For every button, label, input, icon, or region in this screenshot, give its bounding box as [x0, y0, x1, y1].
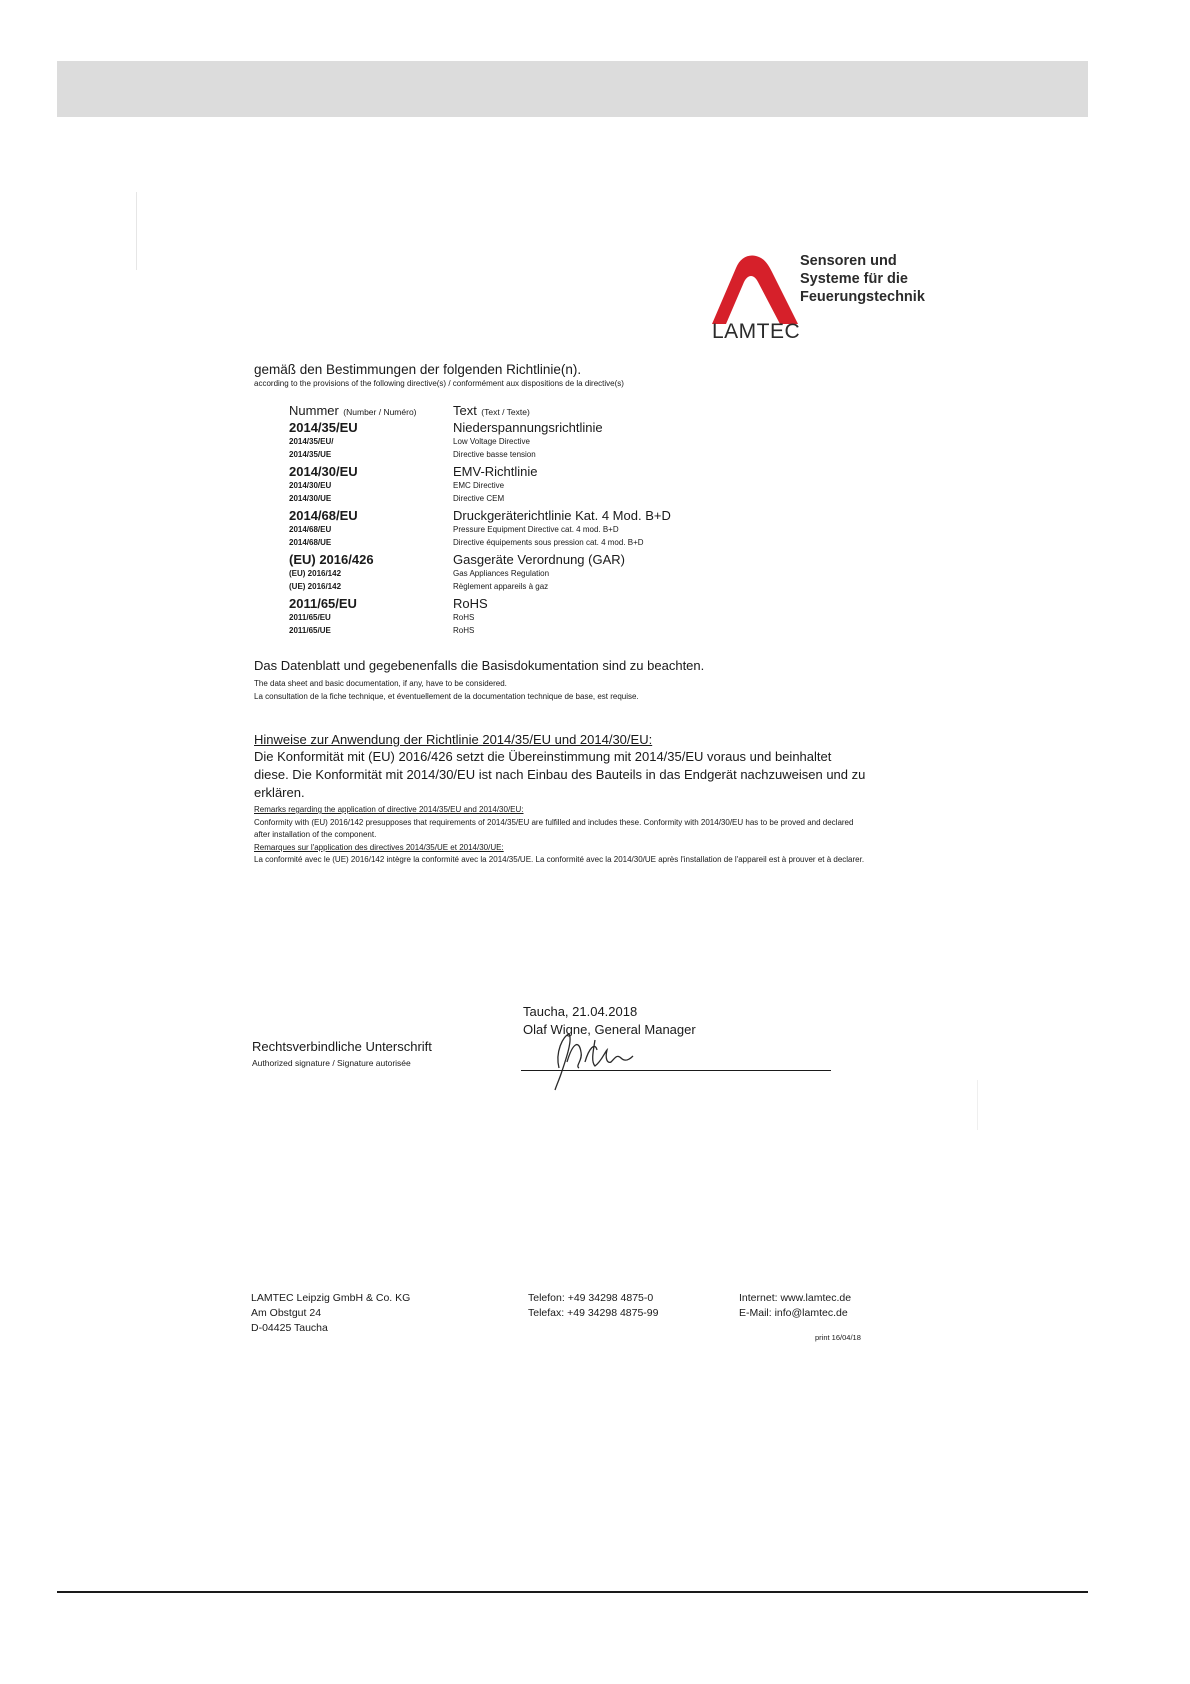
directive-row: [289, 596, 849, 640]
directive-number-alt: 2014/68/UE: [289, 537, 332, 547]
directive-text-alt: Directive CEM: [453, 493, 505, 503]
table-header: [289, 402, 849, 420]
datasheet-note-fr: La consultation de la fiche technique, et éventuellement de la documentation technique de base, est requise.: [254, 692, 639, 701]
logo-tagline-line: Feuerungstechnik: [800, 289, 925, 305]
logo-wordmark: LAMTEC: [712, 320, 801, 343]
directive-row: [289, 420, 849, 464]
directive-text-alt: Low Voltage Directive: [453, 437, 530, 446]
directive-number-alt: 2011/65/EU: [289, 613, 331, 622]
remarks-heading-en: Remarks regarding the application of directive 2014/35/EU and 2014/30/EU:: [254, 805, 524, 814]
directive-number: 2011/65/EU: [289, 596, 357, 611]
directive-number: (EU) 2016/426: [289, 552, 374, 567]
company-fax: Telefax: +49 34298 4875-99: [528, 1307, 659, 1319]
directive-text: Niederspannungsrichtlinie: [453, 420, 603, 435]
directive-number-cell: [289, 552, 453, 596]
company-city: D-04425 Taucha: [251, 1322, 328, 1334]
number-column-header: [289, 402, 453, 420]
remarks-body-en: Conformity with (EU) 2016/142 presupposes that requirements of 2014/35/EU are fulfilled and includes these. Conformity with 2014/30/EU has to be proved and declared after installation of the component.: [254, 817, 854, 839]
directive-text-alt: Directive basse tension: [453, 449, 536, 459]
remarks-heading-fr: Remarques sur l'application des directives 2014/35/UE et 2014/30/UE:: [254, 842, 504, 852]
directive-text-alt: RoHS: [453, 625, 475, 635]
text-header: Text: [453, 403, 477, 418]
signature-line: [521, 1070, 831, 1071]
directive-number-alt: 2014/35/EU/: [289, 437, 334, 446]
logo-tagline: [800, 252, 925, 306]
intro-statement: [254, 362, 974, 388]
remarks-body-de: Die Konformität mit (EU) 2016/426 setzt die Übereinstimmung mit 2014/35/EU voraus und beinhaltet diese. Die Konformität mit 2014/30/EU ist nach Einbau des Bauteils in das Endgerät nachzuweisen und zu erklären.: [254, 749, 866, 800]
directive-text-cell: [453, 464, 849, 508]
lamtec-logo-mark-icon: [712, 252, 798, 324]
directive-row: [289, 508, 849, 552]
company-phone: Telefon: +49 34298 4875-0: [528, 1292, 654, 1304]
company-email: E-Mail: info@lamtec.de: [739, 1307, 848, 1319]
directive-table: [289, 402, 849, 640]
directive-text-alt: Gas Appliances Regulation: [453, 569, 550, 578]
directive-number: 2014/68/EU: [289, 508, 358, 523]
remarks-body-fr: La conformité avec le (UE) 2016/142 intègre la conformité avec la 2014/35/UE. La conformité avec la 2014/30/UE après l'installation de l'appareil est à prouver et à declarer.: [254, 855, 865, 864]
directive-number: 2014/35/EU: [289, 420, 358, 435]
text-header-sub: (Text / Texte): [481, 407, 530, 417]
directive-number-alt: 2011/65/UE: [289, 625, 331, 635]
signer-name: Olaf Wigne, General Manager: [523, 1022, 696, 1037]
directive-number-alt: (EU) 2016/142: [289, 569, 342, 578]
company-street: Am Obstgut 24: [251, 1307, 322, 1319]
company-web: [739, 1291, 851, 1321]
scan-edge-right: [977, 1080, 978, 1130]
datasheet-note-de: Das Datenblatt und gegebenenfalls die Basisdokumentation sind zu beachten.: [254, 658, 705, 673]
handwritten-signature-icon: [545, 1022, 645, 1092]
directive-text-cell: [453, 508, 849, 552]
directive-text: RoHS: [453, 596, 488, 611]
directive-text: Gasgeräte Verordnung (GAR): [453, 552, 625, 567]
company-internet: Internet: www.lamtec.de: [739, 1292, 852, 1304]
intro-de: gemäß den Bestimmungen der folgenden Richtlinie(n).: [254, 362, 582, 377]
directive-number-alt: (UE) 2016/142: [289, 581, 342, 591]
logo-tagline-line: Systeme für die: [800, 271, 908, 287]
datasheet-note: [254, 658, 974, 703]
directive-row: [289, 464, 849, 508]
directive-text-alt: EMC Directive: [453, 481, 505, 490]
signature-label-de: Rechtsverbindliche Unterschrift: [252, 1039, 432, 1054]
directive-text-cell: [453, 596, 849, 640]
directive-text-cell: [453, 420, 849, 464]
directive-number-alt: 2014/30/UE: [289, 493, 332, 503]
directive-number-cell: [289, 508, 453, 552]
scan-edge-left: [136, 192, 137, 270]
directive-text-alt: Règlement appareils à gaz: [453, 581, 549, 591]
logo-tagline-line: Sensoren und: [800, 253, 897, 269]
directive-number-alt: 2014/68/EU: [289, 525, 332, 534]
signature-label: [252, 1039, 432, 1068]
company-address: [251, 1291, 410, 1336]
page-header-bar: [57, 61, 1088, 117]
signature-label-sub: Authorized signature / Signature autorisée: [252, 1058, 411, 1068]
datasheet-note-en: The data sheet and basic documentation, if any, have to be considered.: [254, 679, 507, 688]
place-date: Taucha, 21.04.2018: [523, 1004, 638, 1019]
directive-text-alt: RoHS: [453, 613, 475, 622]
remarks-section: [254, 732, 869, 867]
remarks-heading-de: Hinweise zur Anwendung der Richtlinie 2014/35/EU und 2014/30/EU:: [254, 732, 653, 747]
directive-number-alt: 2014/30/EU: [289, 481, 332, 490]
intro-en-fr: according to the provisions of the following directive(s) / conformément aux dispositions de la directive(s): [254, 379, 624, 388]
directive-text: EMV-Richtlinie: [453, 464, 538, 479]
number-header-sub: (Number / Numéro): [343, 407, 417, 417]
lamtec-logo: [700, 248, 950, 348]
number-header: Nummer: [289, 403, 339, 418]
company-name: LAMTEC Leipzig GmbH & Co. KG: [251, 1292, 411, 1304]
directive-text-alt: Directive équipements sous pression cat. 4 mod. B+D: [453, 537, 644, 547]
page-footer-rule: [57, 1591, 1088, 1593]
directive-number-cell: [289, 464, 453, 508]
directive-number-alt: 2014/35/UE: [289, 449, 332, 459]
directive-text: Druckgeräterichtlinie Kat. 4 Mod. B+D: [453, 508, 671, 523]
directive-text-cell: [453, 552, 849, 596]
print-date: print 16/04/18: [815, 1333, 861, 1342]
directive-number: 2014/30/EU: [289, 464, 358, 479]
company-phones: [528, 1291, 658, 1321]
directive-row: [289, 552, 849, 596]
directive-number-cell: [289, 596, 453, 640]
directive-text-alt: Pressure Equipment Directive cat. 4 mod. B+D: [453, 525, 619, 534]
directive-number-cell: [289, 420, 453, 464]
text-column-header: [453, 402, 849, 420]
